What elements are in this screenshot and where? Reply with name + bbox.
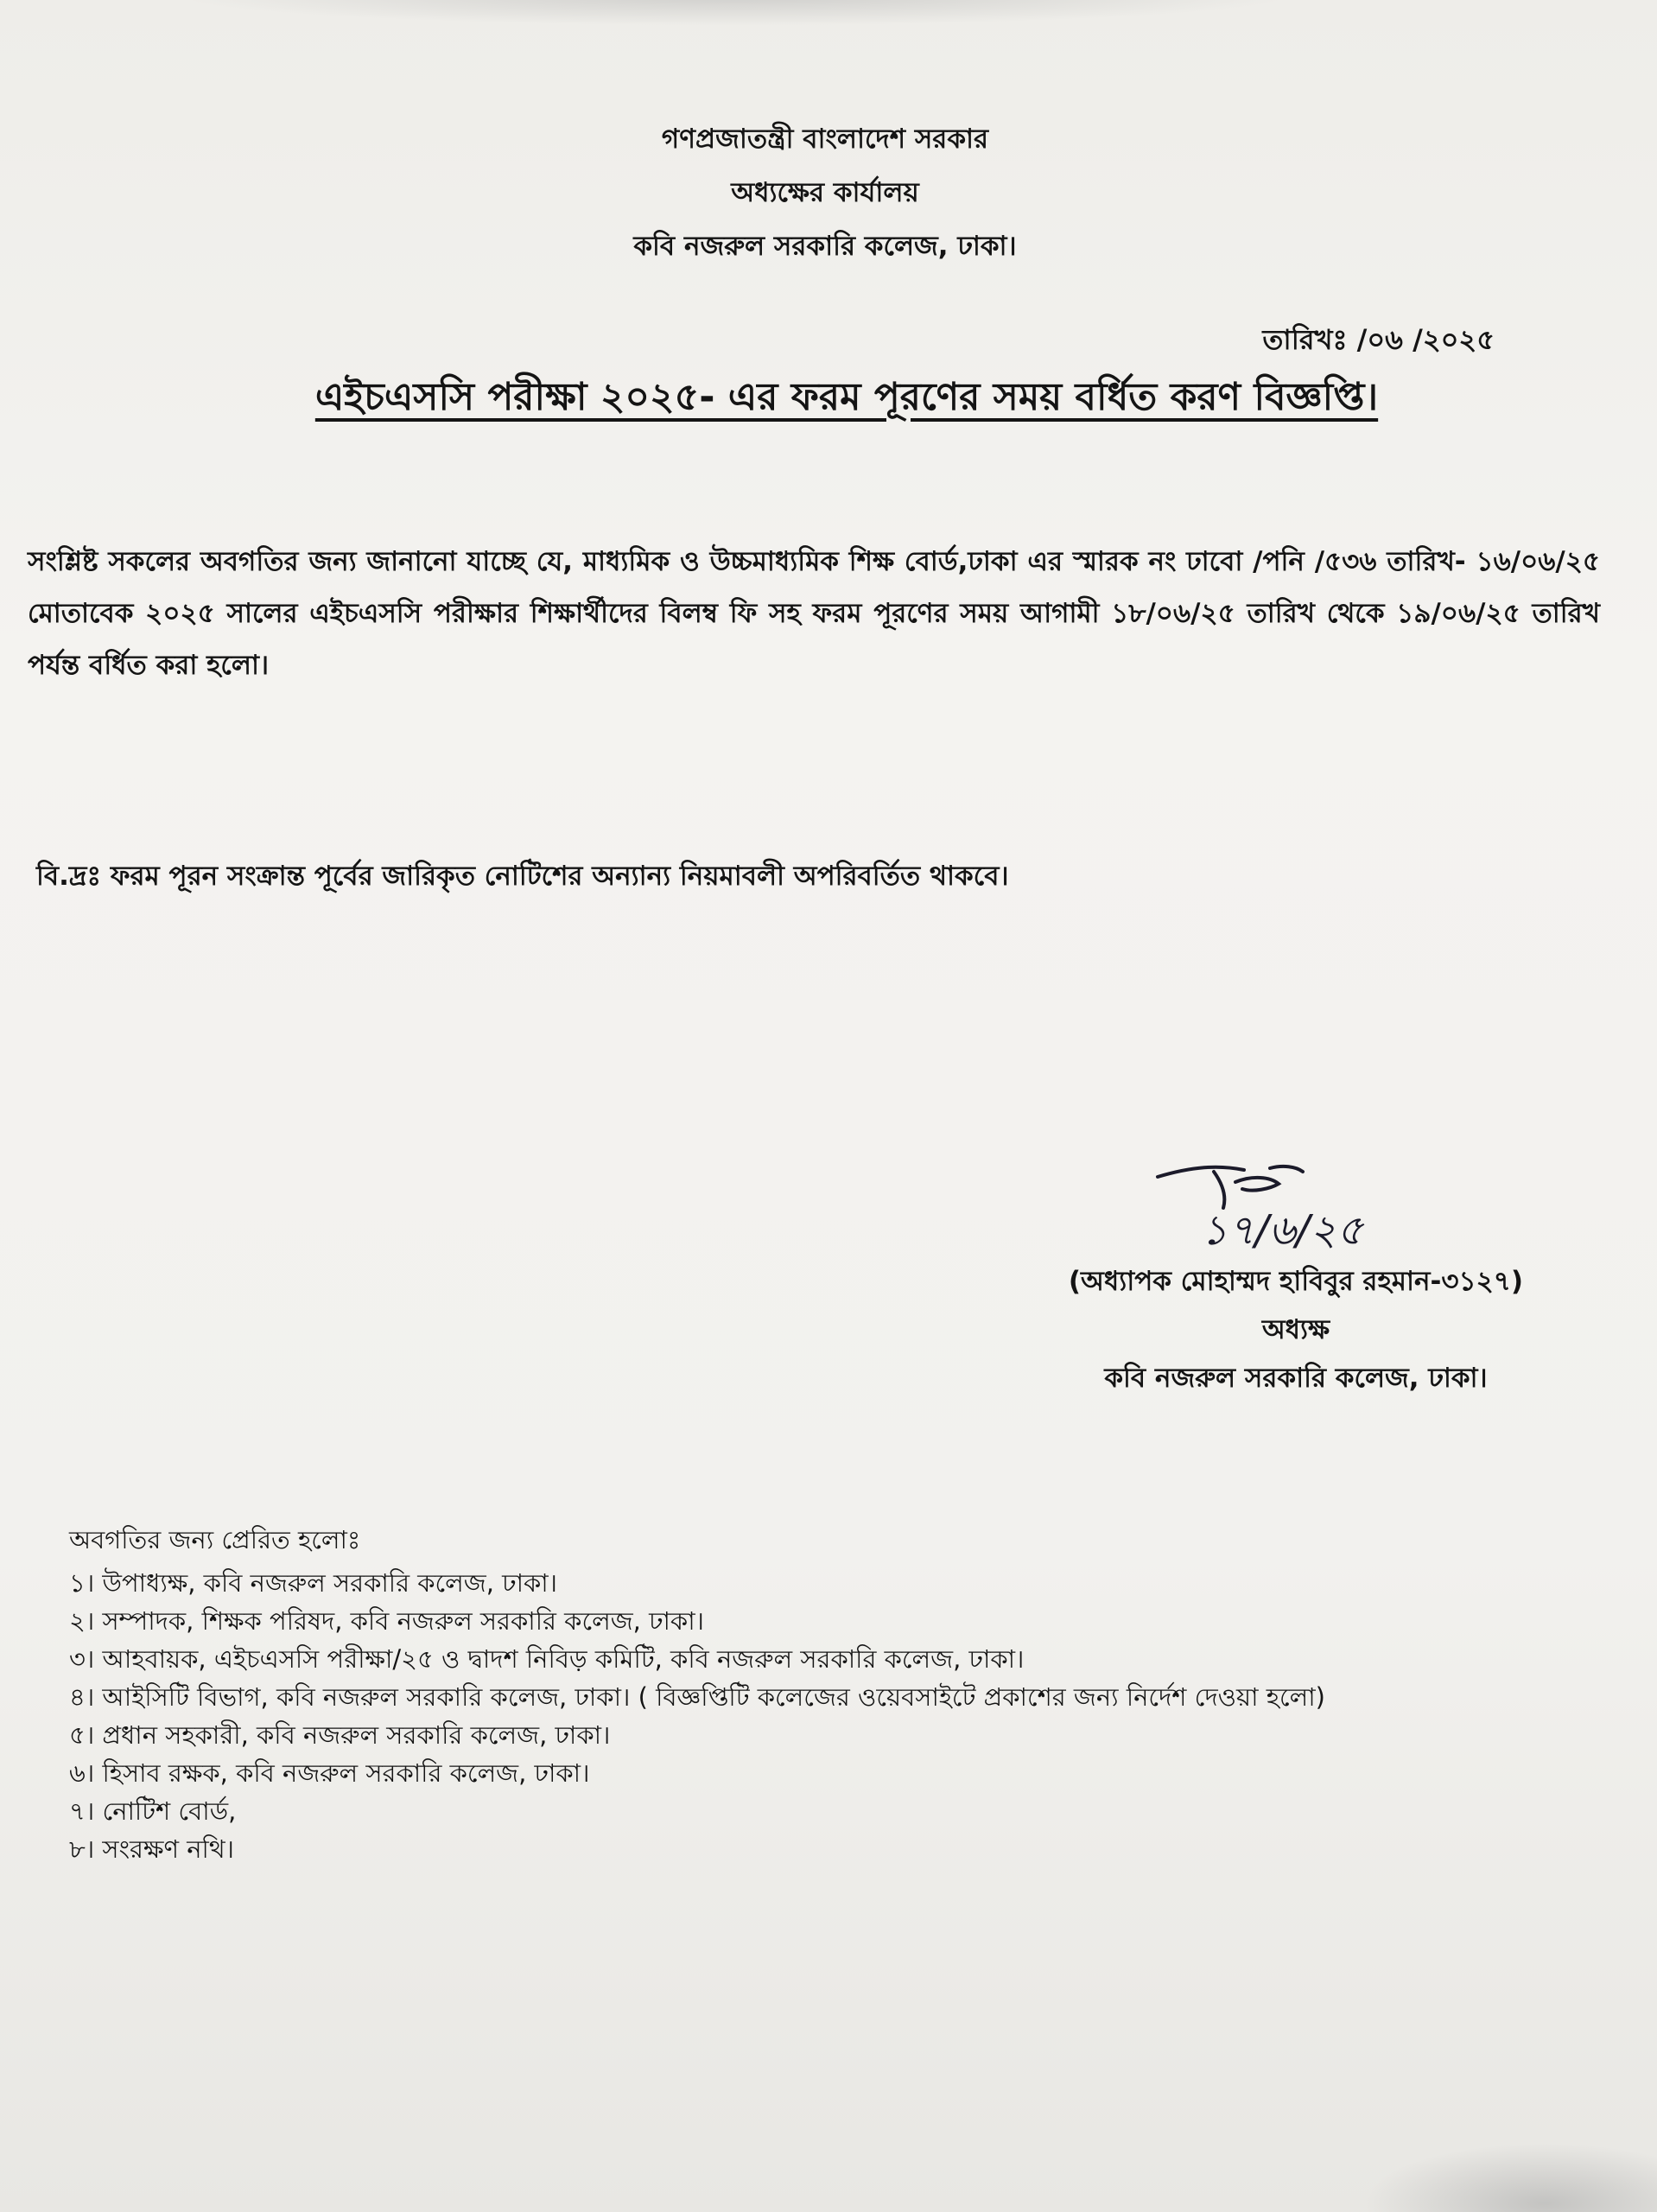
letterhead-line-college: কবি নজরুল সরকারি কলেজ, ঢাকা। <box>633 231 1017 262</box>
list-item: ৭। নোটিশ বোর্ড, <box>69 1796 237 1826</box>
letterhead <box>484 112 1166 273</box>
notice-title: এইচএসসি পরীক্ষা ২০২৫- এর ফরম পূরণের সময় বর্ধিত করণ বিজ্ঞপ্তি। <box>314 375 1379 419</box>
notice-body: সংশ্লিষ্ট সকলের অবগতির জন্য জানানো যাচ্ছে যে, মাধ্যমিক ও উচ্চমাধ্যমিক শিক্ষ বোর্ড,ঢাকা এর স্মারক নং ঢাবো /পনি /৫৩৬ তারিখ- ১৬/০৬/২৫ মোতাবেক ২০২৫ সালের এইচএসসি পরীক্ষার শিক্ষার্থীদের বিলম্ব ফি সহ ফরম পূরণের সময় আগামী ১৮/০৬/২৫ তারিখ থেকে ১৯/০৬/২৫ তারিখ পর্যন্ত বর্ধিত করা হলো। <box>28 546 1600 681</box>
letterhead-line-government: গণপ্রজাতন্ত্রী বাংলাদেশ সরকার <box>661 124 989 155</box>
list-item: ৬। হিসাব রক্ষক, কবি নজরুল সরকারি কলেজ, ঢাকা। <box>69 1758 590 1788</box>
signatory-block <box>994 1257 1598 1402</box>
signature-date: ১৭/৬/২৫ <box>1201 1206 1364 1255</box>
list-item: ১। উপাধ্যক্ষ, কবি নজরুল সরকারি কলেজ, ঢাকা। <box>69 1568 558 1598</box>
handwritten-signature <box>1140 1158 1451 1262</box>
paper-shadow <box>173 0 1296 26</box>
distribution-heading: অবগতির জন্য প্রেরিত হলোঃ <box>69 1525 361 1554</box>
list-item: ৩। আহবায়ক, এইচএসসি পরীক্ষা/২৫ ও দ্বাদশ নিবিড় কমিটি, কবি নজরুল সরকারি কলেজ, ঢাকা। <box>69 1644 1025 1674</box>
list-item: ২। সম্পাদক, শিক্ষক পরিষদ, কবি নজরুল সরকারি কলেজ, ঢাকা। <box>69 1606 704 1636</box>
signatory-org: কবি নজরুল সরকারি কলেজ, ঢাকা। <box>1104 1363 1488 1394</box>
paper-shadow <box>1363 2143 1657 2212</box>
date-line: তারিখঃ /০৬ /২০২৫ <box>1262 323 1495 356</box>
notice-note: বি.দ্রঃ ফরম পূরন সংক্রান্ত পূর্বের জারিকৃত নোটিশের অন্যান্য নিয়মাবলী অপরিবর্তিত থাকবে। <box>36 861 1009 892</box>
list-item: ৪। আইসিটি বিভাগ, কবি নজরুল সরকারি কলেজ, ঢাকা। ( বিজ্ঞপ্তিটি কলেজের ওয়েবসাইটে প্রকাশের জন্য নির্দেশ দেওয়া হলো) <box>69 1682 1325 1712</box>
letterhead-line-office: অধ্যক্ষের কার্যালয় <box>731 177 919 208</box>
list-item: ৮। সংরক্ষণ নথি। <box>69 1834 235 1864</box>
list-item: ৫। প্রধান সহকারী, কবি নজরুল সরকারি কলেজ, ঢাকা। <box>69 1720 611 1750</box>
signatory-name: (অধ্যাপক মোহাম্মদ হাবিবুর রহমান-৩১২৭) <box>1068 1266 1524 1297</box>
distribution-list <box>69 1521 1538 1868</box>
signatory-title: অধ্যক্ষ <box>1261 1314 1330 1345</box>
